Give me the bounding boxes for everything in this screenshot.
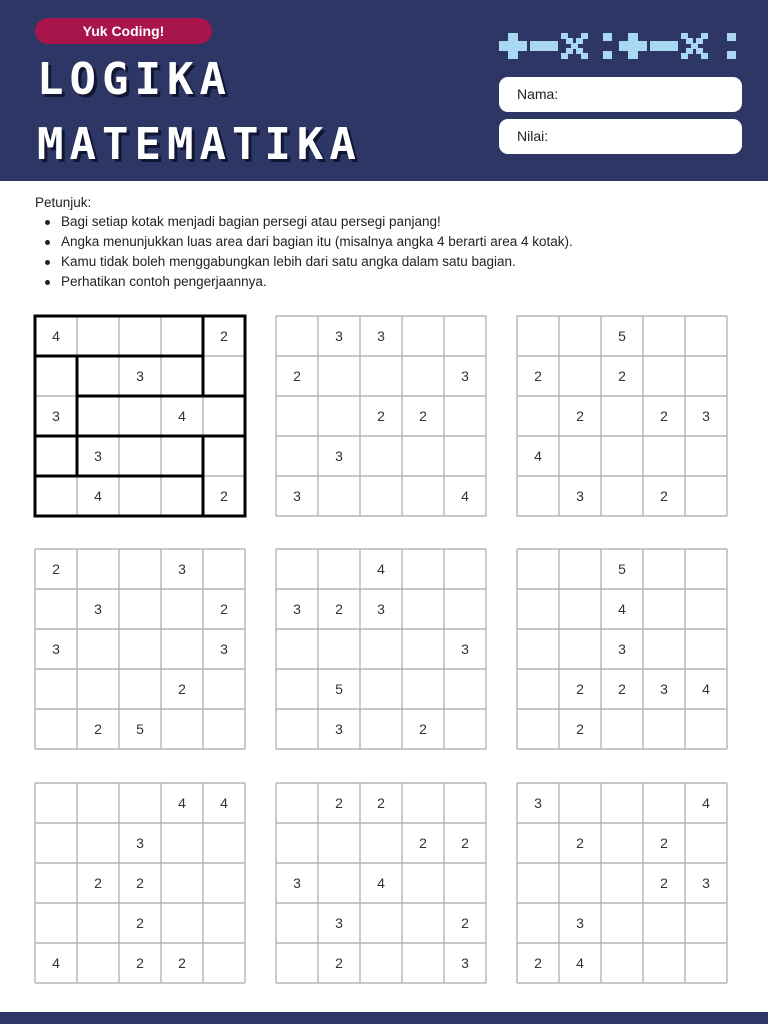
puzzle-grid [517,316,728,518]
grid-cell[interactable]: 4 [178,795,186,811]
grid-cell[interactable]: 2 [335,601,343,617]
grid-cell[interactable]: 2 [136,915,144,931]
grid-cell[interactable]: 3 [178,561,186,577]
grid-cell[interactable]: 4 [576,955,584,971]
grid-cell[interactable]: 3 [335,915,343,931]
grid-cell[interactable]: 3 [52,408,60,424]
grid-cell[interactable]: 4 [377,875,385,891]
grid-cell[interactable]: 2 [419,721,427,737]
puzzle-grid [276,549,487,751]
puzzle-grid [276,783,487,985]
instruction-item: Kamu tidak boleh menggabungkan lebih dari satu angka dalam satu bagian. [35,252,735,272]
grid-cell[interactable]: 3 [94,601,102,617]
grid-cell[interactable]: 3 [702,875,710,891]
grid-cell[interactable]: 4 [534,448,542,464]
grid-lines [35,549,246,751]
grid-cell[interactable]: 2 [534,368,542,384]
grid-cell[interactable]: 3 [377,328,385,344]
grid-lines [517,783,728,985]
grid-cell[interactable]: 3 [293,875,301,891]
times-icon [561,33,588,59]
divide-icon [603,33,612,59]
grid-cell[interactable]: 3 [461,955,469,971]
grid-cell[interactable]: 2 [461,835,469,851]
grid-cell[interactable]: 2 [377,795,385,811]
grid-cell[interactable]: 4 [702,681,710,697]
grid-cell[interactable]: 3 [702,408,710,424]
grid-cell[interactable]: 3 [335,448,343,464]
grid-cell[interactable]: 3 [220,641,228,657]
grid-cell[interactable]: 4 [618,601,626,617]
instruction-item: Angka menunjukkan luas area dari bagian itu (misalnya angka 4 berarti area 4 kotak). [35,232,735,252]
grid-cell[interactable]: 3 [52,641,60,657]
grid-cell[interactable]: 3 [461,641,469,657]
grid-cell[interactable]: 3 [335,328,343,344]
grid-cell[interactable]: 3 [136,368,144,384]
math-operators-decoration [499,31,744,61]
grid-cell[interactable]: 5 [335,681,343,697]
grid-lines [276,316,487,518]
grid-cell[interactable]: 2 [419,408,427,424]
grid-cell[interactable]: 4 [94,488,102,504]
grid-cell[interactable]: 4 [461,488,469,504]
operators-svg [499,31,744,61]
grid-cell[interactable]: 2 [136,955,144,971]
minus-icon [530,41,558,51]
instruction-item: Perhatikan contoh pengerjaannya. [35,272,735,292]
solution-region [35,436,77,476]
grid-cell[interactable]: 2 [660,488,668,504]
instructions [35,193,735,292]
grid-cell[interactable]: 4 [220,795,228,811]
grid-cell[interactable]: 3 [618,641,626,657]
plus-icon [499,33,527,59]
yuk-coding-badge: Yuk Coding! [35,18,212,44]
grid-lines [276,549,487,751]
footer-bar [0,1012,768,1024]
grid-cell[interactable]: 2 [576,408,584,424]
title-line-1: LOGIKA [37,54,232,105]
grid-cell[interactable]: 2 [618,368,626,384]
grid-cell[interactable]: 2 [136,875,144,891]
grid-cell[interactable]: 2 [335,795,343,811]
grid-cell[interactable]: 2 [576,835,584,851]
grid-lines [35,783,246,985]
grid-cell[interactable]: 4 [178,408,186,424]
solution-region [77,356,203,396]
grid-cell[interactable]: 3 [660,681,668,697]
instructions-list [35,212,735,292]
score-field[interactable] [499,119,742,154]
grid-cell[interactable]: 3 [534,795,542,811]
name-label: Nama: [517,86,559,102]
grid-cell[interactable]: 3 [293,601,301,617]
grid-lines [517,316,728,518]
grid-cell[interactable]: 4 [52,328,60,344]
puzzle-grid [517,549,728,751]
grid-cell[interactable]: 3 [335,721,343,737]
grid-cell[interactable]: 2 [660,835,668,851]
grid-cell[interactable]: 2 [335,955,343,971]
puzzle-grid [35,549,246,751]
instructions-title: Petunjuk: [35,195,92,210]
plus-icon [619,33,647,59]
grid-cell[interactable]: 2 [94,875,102,891]
grid-cell[interactable]: 2 [377,408,385,424]
grid-cell[interactable]: 2 [178,681,186,697]
grid-cell[interactable]: 2 [220,601,228,617]
grid-lines [35,316,246,518]
grid-cell[interactable]: 2 [461,915,469,931]
grid-cell[interactable]: 3 [136,835,144,851]
grid-cell[interactable]: 2 [178,955,186,971]
grid-cell[interactable]: 2 [576,681,584,697]
grid-cell[interactable]: 3 [576,488,584,504]
name-field[interactable] [499,77,742,112]
puzzle-grid [276,316,487,518]
puzzle-grid [35,783,246,985]
grid-cell[interactable]: 3 [377,601,385,617]
grid-lines [517,549,728,751]
grid-cell[interactable]: 3 [94,448,102,464]
grid-cell[interactable]: 2 [534,955,542,971]
grid-cell[interactable]: 4 [52,955,60,971]
grid-lines [276,783,487,985]
grid-cell[interactable]: 5 [618,328,626,344]
grid-cell[interactable]: 3 [576,915,584,931]
grid-cell[interactable]: 5 [136,721,144,737]
header-banner [0,0,768,181]
grid-cell[interactable]: 2 [220,328,228,344]
grid-cell[interactable]: 2 [576,721,584,737]
grid-cell[interactable]: 2 [660,875,668,891]
score-label: Nilai: [517,128,549,144]
grid-cell[interactable]: 2 [419,835,427,851]
grid-cell[interactable]: 2 [94,721,102,737]
solution-region [77,436,203,476]
grid-cell[interactable]: 4 [702,795,710,811]
grid-cell[interactable]: 2 [660,408,668,424]
minus-icon [650,41,678,51]
grid-cell[interactable]: 2 [220,488,228,504]
grid-cell[interactable]: 3 [293,488,301,504]
grid-cell[interactable]: 3 [461,368,469,384]
puzzle-grid [517,783,728,985]
grid-cell[interactable]: 2 [618,681,626,697]
instruction-item: Bagi setiap kotak menjadi bagian persegi atau persegi panjang! [35,212,735,232]
example-puzzle-grid [35,316,246,518]
divide-icon [727,33,736,59]
grid-cell[interactable]: 2 [293,368,301,384]
grid-cell[interactable]: 4 [377,561,385,577]
grid-cell[interactable]: 2 [52,561,60,577]
times-icon [681,33,708,59]
title-line-2: MATEMATIKA [37,119,362,170]
grid-cell[interactable]: 5 [618,561,626,577]
